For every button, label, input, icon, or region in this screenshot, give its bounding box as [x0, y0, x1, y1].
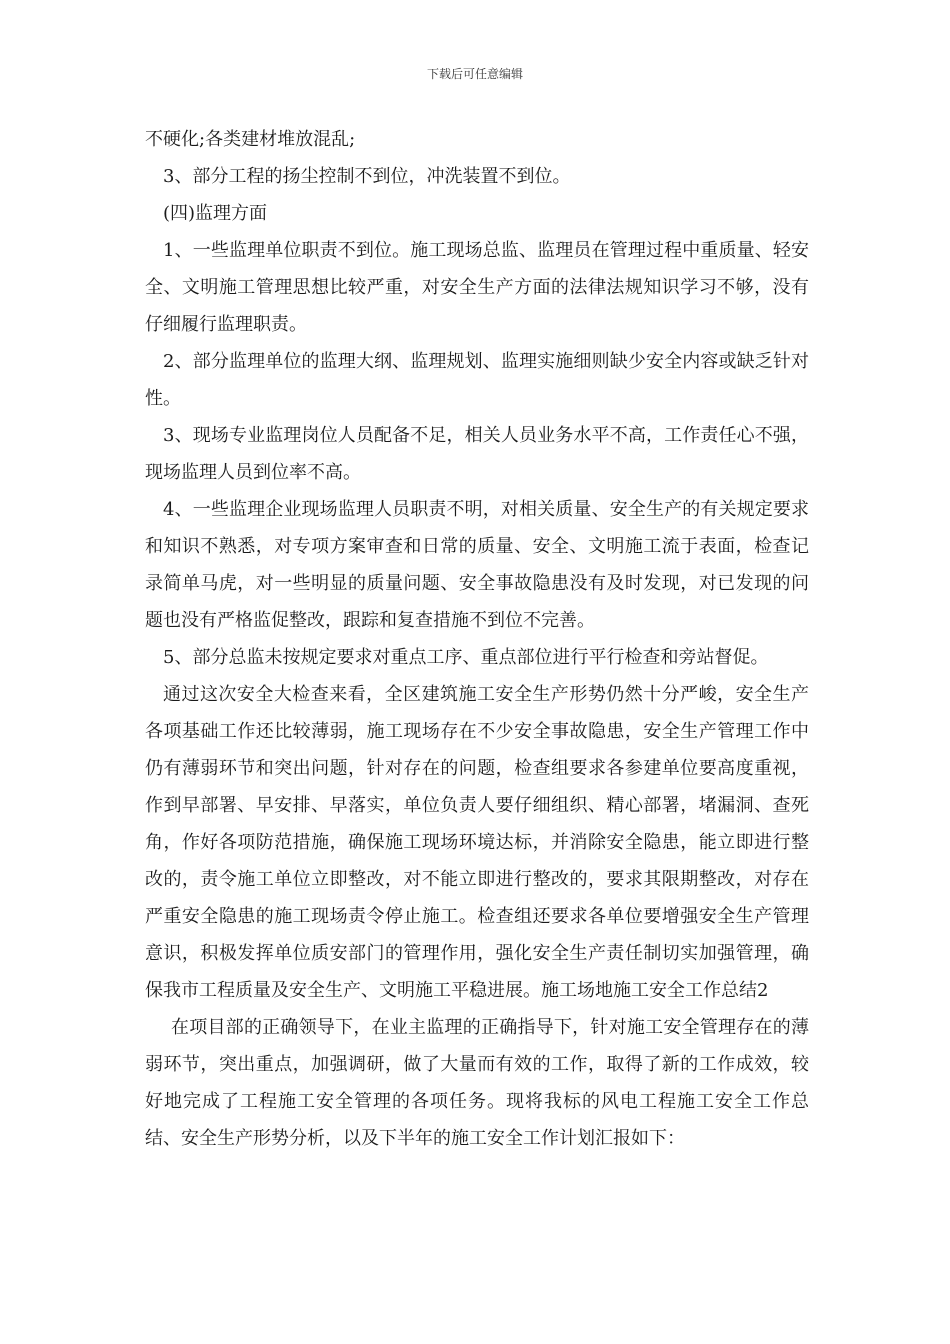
- paragraph-supervision-item-4: 4、一些监理企业现场监理人员职责不明，对相关质量、安全生产的有关规定要求和知识不熟悉，对专项方案审查和日常的质量、安全、文明施工流于表面，检查记录简单马虎，对一些明显的质量问题、安全事故隐患没有及时发现，对已发现的问题也没有严格监促整改，跟踪和复查措施不到位不完善。: [145, 499, 809, 631]
- paragraph-dust-control: 3、部分工程的扬尘控制不到位，冲洗装置不到位。: [163, 166, 571, 187]
- document-body: [145, 121, 809, 1157]
- paragraph-supervision-item-5: 5、部分总监未按规定要求对重点工序、重点部位进行平行检查和旁站督促。: [163, 647, 769, 668]
- paragraph-supervision-item-3: 3、现场专业监理岗位人员配备不足，相关人员业务水平不高，工作责任心不强，现场监理人员到位率不高。: [145, 425, 809, 483]
- paragraph-inspection-summary: 通过这次安全大检查来看，全区建筑施工安全生产形势仍然十分严峻，安全生产各项基础工作还比较薄弱，施工现场存在不少安全事故隐患，安全生产管理工作中仍有薄弱环节和突出问题，针对存在的问题，检查组要求各参建单位要高度重视，作到早部署、早安排、早落实，单位负责人要仔细组织、精心部署，堵漏洞、查死角，作好各项防范措施，确保施工现场环境达标，并消除安全隐患，能立即进行整改的，责令施工单位立即整改，对不能立即进行整改的，要求其限期整改，对存在严重安全隐患的施工现场责令停止施工。检查组还要求各单位要增强安全生产管理意识，积极发挥单位质安部门的管理作用，强化安全生产责任制切实加强管理，确保我市工程质量及安全生产、文明施工平稳进展。施工场地施工安全工作总结2: [145, 684, 809, 1001]
- paragraph-supervision-item-1: 1、一些监理单位职责不到位。施工现场总监、监理员在管理过程中重质量、轻安全、文明施工管理思想比较严重，对安全生产方面的法律法规知识学习不够，没有仔细履行监理职责。: [145, 240, 809, 335]
- paragraph-supervision-item-2: 2、部分监理单位的监理大纲、监理规划、监理实施细则缺少安全内容或缺乏针对性。: [145, 351, 809, 409]
- page-header: 下载后可任意编辑: [426, 67, 523, 81]
- section-heading-supervision: (四)监理方面: [163, 203, 268, 224]
- paragraph-work-summary-intro: 在项目部的正确领导下，在业主监理的正确指导下，针对施工安全管理存在的薄弱环节，突出重点，加强调研，做了大量而有效的工作，取得了新的工作成效，较好地完成了工程施工安全管理的各项任务。现将我标的风电工程施工安全工作总结、安全生产形势分析，以及下半年的施工安全工作计划汇报如下：: [145, 1017, 809, 1149]
- paragraph-continuation: 不硬化;各类建材堆放混乱;: [145, 129, 356, 150]
